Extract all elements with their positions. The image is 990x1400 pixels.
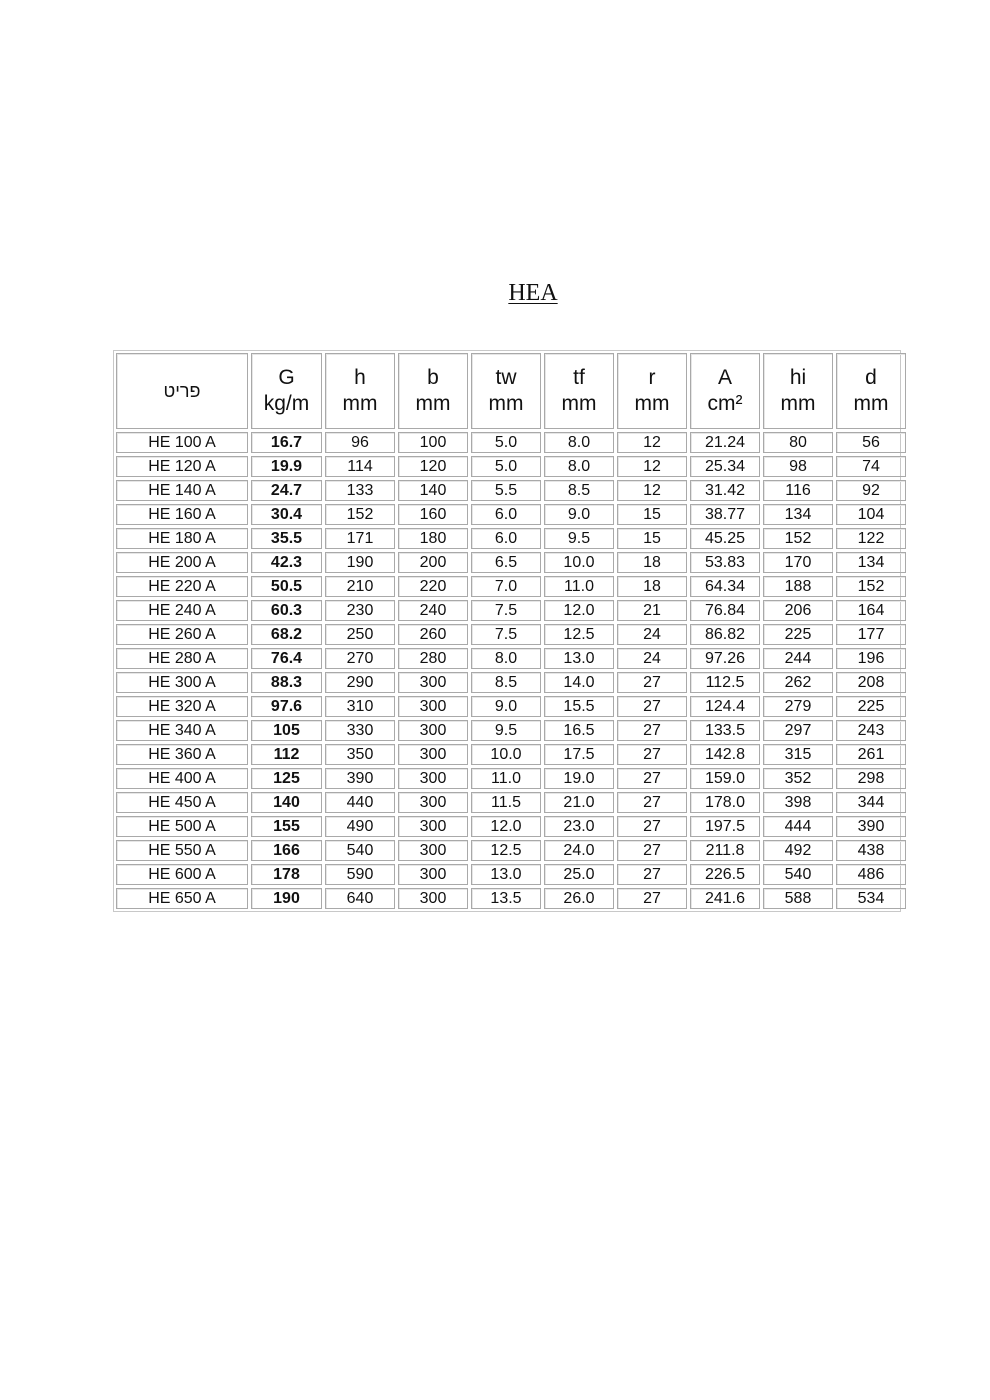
- table-row: [116, 888, 906, 909]
- cell-tw: 13.0: [471, 864, 541, 885]
- cell-tf: 12.0: [544, 600, 614, 621]
- cell-tw: 7.5: [471, 600, 541, 621]
- cell-hi: 188: [763, 576, 833, 597]
- cell-d: 298: [836, 768, 906, 789]
- cell-b: 220: [398, 576, 468, 597]
- cell-r: 27: [617, 696, 687, 717]
- cell-tw: 9.5: [471, 720, 541, 741]
- cell-a: 124.4: [690, 696, 760, 717]
- cell-a: 142.8: [690, 744, 760, 765]
- table-row: [116, 816, 906, 837]
- cell-d: 438: [836, 840, 906, 861]
- cell-r: 12: [617, 480, 687, 501]
- cell-d: 164: [836, 600, 906, 621]
- cell-tf: 14.0: [544, 672, 614, 693]
- cell-r: 27: [617, 816, 687, 837]
- table-row: [116, 672, 906, 693]
- table-row: [116, 864, 906, 885]
- cell-g: 35.5: [251, 528, 322, 549]
- cell-h: 230: [325, 600, 395, 621]
- cell-d: 92: [836, 480, 906, 501]
- cell-r: 27: [617, 672, 687, 693]
- cell-a: 86.82: [690, 624, 760, 645]
- cell-item: HE 140 A: [116, 480, 248, 501]
- cell-a: 53.83: [690, 552, 760, 573]
- cell-d: 225: [836, 696, 906, 717]
- cell-tf: 8.0: [544, 456, 614, 477]
- cell-hi: 444: [763, 816, 833, 837]
- cell-g: 105: [251, 720, 322, 741]
- table-body: [116, 432, 906, 909]
- column-header-hi: [763, 353, 833, 429]
- column-header-r: [617, 353, 687, 429]
- cell-h: 270: [325, 648, 395, 669]
- cell-r: 27: [617, 840, 687, 861]
- cell-g: 97.6: [251, 696, 322, 717]
- cell-r: 18: [617, 552, 687, 573]
- table-row: [116, 432, 906, 453]
- cell-b: 120: [398, 456, 468, 477]
- cell-item: HE 340 A: [116, 720, 248, 741]
- cell-r: 15: [617, 528, 687, 549]
- cell-b: 300: [398, 696, 468, 717]
- cell-item: HE 550 A: [116, 840, 248, 861]
- cell-b: 160: [398, 504, 468, 525]
- cell-g: 112: [251, 744, 322, 765]
- column-header-d: [836, 353, 906, 429]
- cell-item: HE 400 A: [116, 768, 248, 789]
- column-header-b-symbol: b: [427, 366, 439, 389]
- cell-b: 300: [398, 840, 468, 861]
- cell-hi: 262: [763, 672, 833, 693]
- cell-g: 16.7: [251, 432, 322, 453]
- column-header-tf: [544, 353, 614, 429]
- cell-tf: 8.5: [544, 480, 614, 501]
- cell-item: HE 280 A: [116, 648, 248, 669]
- cell-h: 114: [325, 456, 395, 477]
- cell-r: 21: [617, 600, 687, 621]
- table-row: [116, 600, 906, 621]
- cell-item: HE 120 A: [116, 456, 248, 477]
- cell-r: 27: [617, 744, 687, 765]
- cell-h: 540: [325, 840, 395, 861]
- cell-d: 208: [836, 672, 906, 693]
- cell-r: 27: [617, 888, 687, 909]
- table-row: [116, 720, 906, 741]
- table-row: [116, 456, 906, 477]
- cell-item: HE 200 A: [116, 552, 248, 573]
- cell-h: 250: [325, 624, 395, 645]
- cell-tf: 21.0: [544, 792, 614, 813]
- column-header-tw: [471, 353, 541, 429]
- cell-b: 300: [398, 672, 468, 693]
- cell-hi: 206: [763, 600, 833, 621]
- cell-g: 76.4: [251, 648, 322, 669]
- cell-a: 211.8: [690, 840, 760, 861]
- cell-tf: 13.0: [544, 648, 614, 669]
- cell-b: 200: [398, 552, 468, 573]
- cell-h: 133: [325, 480, 395, 501]
- cell-item: HE 450 A: [116, 792, 248, 813]
- cell-tw: 5.0: [471, 456, 541, 477]
- cell-tw: 8.5: [471, 672, 541, 693]
- cell-a: 197.5: [690, 816, 760, 837]
- cell-hi: 152: [763, 528, 833, 549]
- cell-b: 300: [398, 720, 468, 741]
- cell-tw: 12.5: [471, 840, 541, 861]
- column-header-hi-unit: mm: [780, 392, 816, 415]
- cell-g: 30.4: [251, 504, 322, 525]
- cell-hi: 170: [763, 552, 833, 573]
- cell-hi: 98: [763, 456, 833, 477]
- cell-tw: 9.0: [471, 696, 541, 717]
- cell-r: 15: [617, 504, 687, 525]
- cell-tw: 11.0: [471, 768, 541, 789]
- cell-hi: 540: [763, 864, 833, 885]
- cell-hi: 492: [763, 840, 833, 861]
- cell-a: 133.5: [690, 720, 760, 741]
- cell-r: 18: [617, 576, 687, 597]
- cell-h: 440: [325, 792, 395, 813]
- cell-d: 534: [836, 888, 906, 909]
- cell-hi: 588: [763, 888, 833, 909]
- cell-d: 56: [836, 432, 906, 453]
- column-header-item-symbol: פריט: [163, 381, 201, 401]
- table-row: [116, 648, 906, 669]
- cell-g: 68.2: [251, 624, 322, 645]
- cell-hi: 116: [763, 480, 833, 501]
- cell-d: 177: [836, 624, 906, 645]
- column-header-h-symbol: h: [354, 366, 366, 389]
- header-row: [116, 353, 906, 429]
- cell-h: 390: [325, 768, 395, 789]
- cell-a: 64.34: [690, 576, 760, 597]
- cell-tw: 13.5: [471, 888, 541, 909]
- table-row: [116, 504, 906, 525]
- column-header-d-unit: mm: [853, 392, 889, 415]
- cell-tf: 9.5: [544, 528, 614, 549]
- table-row: [116, 480, 906, 501]
- cell-tf: 8.0: [544, 432, 614, 453]
- column-header-tw-unit: mm: [488, 392, 524, 415]
- cell-tw: 12.0: [471, 816, 541, 837]
- cell-hi: 352: [763, 768, 833, 789]
- table-row: [116, 528, 906, 549]
- cell-g: 190: [251, 888, 322, 909]
- cell-tf: 23.0: [544, 816, 614, 837]
- cell-item: HE 100 A: [116, 432, 248, 453]
- cell-tf: 11.0: [544, 576, 614, 597]
- cell-g: 125: [251, 768, 322, 789]
- cell-item: HE 300 A: [116, 672, 248, 693]
- cell-h: 640: [325, 888, 395, 909]
- table-row: [116, 840, 906, 861]
- cell-h: 590: [325, 864, 395, 885]
- cell-h: 210: [325, 576, 395, 597]
- column-header-h-unit: mm: [342, 392, 378, 415]
- cell-item: HE 160 A: [116, 504, 248, 525]
- cell-tf: 9.0: [544, 504, 614, 525]
- cell-b: 140: [398, 480, 468, 501]
- cell-h: 190: [325, 552, 395, 573]
- cell-g: 60.3: [251, 600, 322, 621]
- cell-hi: 398: [763, 792, 833, 813]
- cell-tf: 15.5: [544, 696, 614, 717]
- column-header-g: [251, 353, 322, 429]
- cell-a: 25.34: [690, 456, 760, 477]
- cell-d: 74: [836, 456, 906, 477]
- column-header-tw-symbol: tw: [495, 366, 517, 389]
- cell-g: 42.3: [251, 552, 322, 573]
- cell-h: 290: [325, 672, 395, 693]
- cell-tw: 6.0: [471, 528, 541, 549]
- cell-d: 390: [836, 816, 906, 837]
- cell-h: 152: [325, 504, 395, 525]
- cell-d: 196: [836, 648, 906, 669]
- table-row: [116, 792, 906, 813]
- cell-b: 100: [398, 432, 468, 453]
- cell-hi: 244: [763, 648, 833, 669]
- cell-r: 27: [617, 864, 687, 885]
- cell-r: 27: [617, 768, 687, 789]
- cell-h: 96: [325, 432, 395, 453]
- column-header-tf-symbol: tf: [573, 366, 585, 389]
- cell-b: 260: [398, 624, 468, 645]
- cell-g: 140: [251, 792, 322, 813]
- column-header-g-symbol: G: [278, 366, 295, 389]
- cell-hi: 80: [763, 432, 833, 453]
- cell-h: 171: [325, 528, 395, 549]
- cell-tw: 8.0: [471, 648, 541, 669]
- cell-item: HE 220 A: [116, 576, 248, 597]
- cell-b: 240: [398, 600, 468, 621]
- column-header-r-symbol: r: [648, 366, 656, 389]
- cell-a: 97.26: [690, 648, 760, 669]
- cell-b: 280: [398, 648, 468, 669]
- cell-hi: 315: [763, 744, 833, 765]
- cell-item: HE 320 A: [116, 696, 248, 717]
- cell-tf: 12.5: [544, 624, 614, 645]
- cell-g: 88.3: [251, 672, 322, 693]
- cell-item: HE 600 A: [116, 864, 248, 885]
- cell-g: 50.5: [251, 576, 322, 597]
- table-row: [116, 576, 906, 597]
- cell-b: 300: [398, 744, 468, 765]
- cell-b: 300: [398, 864, 468, 885]
- cell-d: 243: [836, 720, 906, 741]
- cell-item: HE 650 A: [116, 888, 248, 909]
- cell-r: 12: [617, 432, 687, 453]
- cell-d: 122: [836, 528, 906, 549]
- cell-tf: 19.0: [544, 768, 614, 789]
- cell-d: 134: [836, 552, 906, 573]
- column-header-a-symbol: A: [717, 366, 732, 389]
- cell-tw: 6.0: [471, 504, 541, 525]
- cell-item: HE 260 A: [116, 624, 248, 645]
- cell-tf: 16.5: [544, 720, 614, 741]
- cell-h: 310: [325, 696, 395, 717]
- cell-tf: 25.0: [544, 864, 614, 885]
- cell-d: 261: [836, 744, 906, 765]
- cell-b: 180: [398, 528, 468, 549]
- hea-profile-table: [113, 350, 909, 912]
- table-row: [116, 768, 906, 789]
- cell-g: 24.7: [251, 480, 322, 501]
- column-header-tf-unit: mm: [561, 392, 597, 415]
- cell-r: 24: [617, 624, 687, 645]
- cell-h: 330: [325, 720, 395, 741]
- cell-a: 241.6: [690, 888, 760, 909]
- cell-d: 152: [836, 576, 906, 597]
- cell-item: HE 360 A: [116, 744, 248, 765]
- table-row: [116, 624, 906, 645]
- cell-h: 350: [325, 744, 395, 765]
- cell-g: 155: [251, 816, 322, 837]
- cell-hi: 225: [763, 624, 833, 645]
- cell-r: 12: [617, 456, 687, 477]
- cell-d: 104: [836, 504, 906, 525]
- cell-tw: 7.0: [471, 576, 541, 597]
- cell-g: 178: [251, 864, 322, 885]
- cell-tw: 10.0: [471, 744, 541, 765]
- cell-hi: 297: [763, 720, 833, 741]
- cell-tf: 24.0: [544, 840, 614, 861]
- cell-a: 76.84: [690, 600, 760, 621]
- cell-r: 27: [617, 720, 687, 741]
- column-header-b: [398, 353, 468, 429]
- column-header-r-unit: mm: [634, 392, 670, 415]
- cell-tf: 10.0: [544, 552, 614, 573]
- cell-item: HE 240 A: [116, 600, 248, 621]
- cell-h: 490: [325, 816, 395, 837]
- cell-tw: 6.5: [471, 552, 541, 573]
- cell-a: 159.0: [690, 768, 760, 789]
- cell-tw: 5.5: [471, 480, 541, 501]
- cell-a: 226.5: [690, 864, 760, 885]
- cell-b: 300: [398, 888, 468, 909]
- cell-b: 300: [398, 816, 468, 837]
- cell-tw: 11.5: [471, 792, 541, 813]
- cell-r: 24: [617, 648, 687, 669]
- cell-a: 178.0: [690, 792, 760, 813]
- cell-d: 344: [836, 792, 906, 813]
- hea-profile-table-frame: [113, 350, 901, 912]
- cell-tf: 17.5: [544, 744, 614, 765]
- cell-g: 19.9: [251, 456, 322, 477]
- cell-a: 45.25: [690, 528, 760, 549]
- cell-r: 27: [617, 792, 687, 813]
- cell-g: 166: [251, 840, 322, 861]
- page-title: HEA: [508, 280, 558, 306]
- column-header-d-symbol: d: [865, 366, 877, 389]
- cell-hi: 279: [763, 696, 833, 717]
- cell-b: 300: [398, 792, 468, 813]
- cell-a: 38.77: [690, 504, 760, 525]
- column-header-h: [325, 353, 395, 429]
- cell-item: HE 180 A: [116, 528, 248, 549]
- column-header-g-unit: kg/m: [263, 392, 310, 415]
- column-header-item: [116, 353, 248, 429]
- cell-a: 21.24: [690, 432, 760, 453]
- cell-tw: 7.5: [471, 624, 541, 645]
- cell-d: 486: [836, 864, 906, 885]
- cell-item: HE 500 A: [116, 816, 248, 837]
- column-header-a-unit: cm²: [707, 392, 743, 415]
- table-row: [116, 744, 906, 765]
- column-header-b-unit: mm: [415, 392, 451, 415]
- table-row: [116, 696, 906, 717]
- column-header-hi-symbol: hi: [789, 366, 807, 389]
- cell-a: 112.5: [690, 672, 760, 693]
- cell-b: 300: [398, 768, 468, 789]
- table-row: [116, 552, 906, 573]
- cell-a: 31.42: [690, 480, 760, 501]
- column-header-a: [690, 353, 760, 429]
- cell-hi: 134: [763, 504, 833, 525]
- cell-tw: 5.0: [471, 432, 541, 453]
- cell-tf: 26.0: [544, 888, 614, 909]
